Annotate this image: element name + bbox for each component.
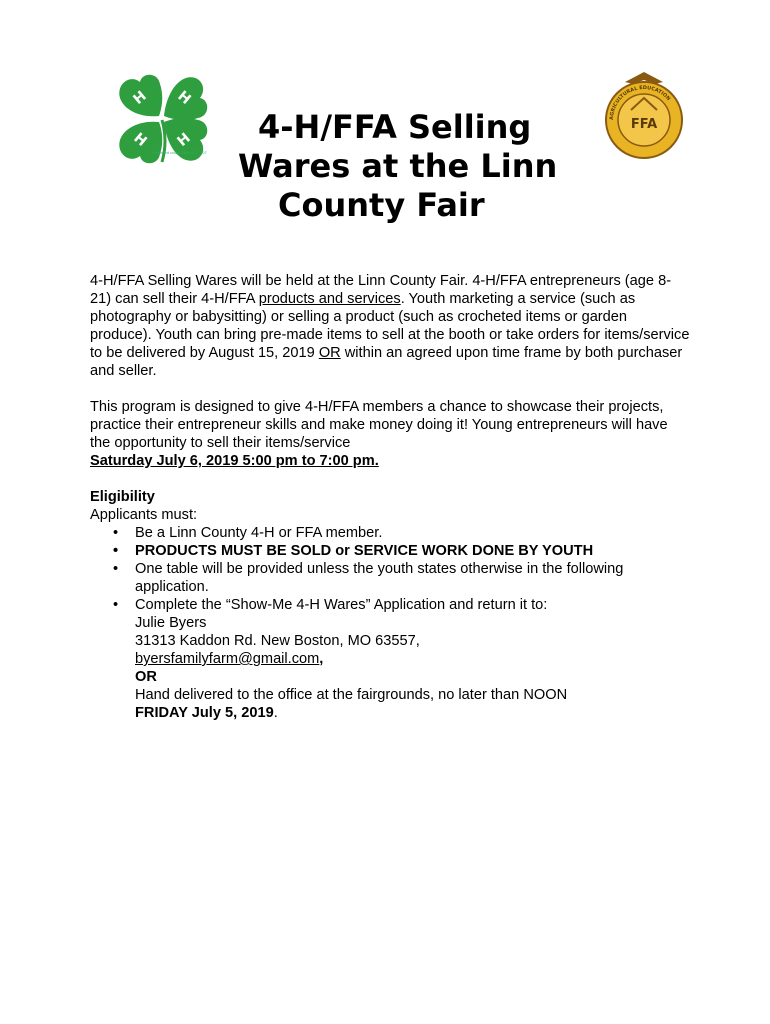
title-line: Wares at the Linn [238, 147, 558, 185]
4h-logo-caption: Protected under 18 U.S.C. 707 [152, 150, 207, 155]
bullet-icon: • [113, 561, 119, 577]
svg-text:H: H [174, 88, 194, 108]
deadline-line: FRIDAY July 5, 2019. [135, 705, 278, 721]
bullet-icon: • [113, 525, 119, 541]
contact-name: Julie Byers [135, 615, 207, 631]
list-item: • PRODUCTS MUST BE SOLD or SERVICE WORK DONE BY YOUTH [113, 543, 594, 559]
list-item: • One table will be provided unless the youth states otherwise in the following application. [113, 561, 624, 595]
eligibility-heading: Eligibility [90, 489, 155, 505]
ffa-letters: FFA [630, 117, 658, 132]
program-paragraph: This program is designed to give 4-H/FFA members a chance to showcase their projects, practice their entrepreneur skills and make money doing it! Young entrepreneurs will have the opportunity to sell their items/service [90, 399, 668, 451]
svg-text:H: H [130, 88, 150, 108]
ffa-emblem-logo [603, 68, 685, 160]
eligibility-lead: Applicants must: [90, 507, 198, 523]
list-item: • Complete the “Show-Me 4-H Wares” Application and return it to: [113, 597, 548, 613]
deadline-date: FRIDAY July 5, 2019 [135, 705, 274, 721]
contact-email-link[interactable]: byersfamilyfarm@gmail.com [135, 651, 320, 667]
products-services-text: products and services [258, 291, 401, 307]
event-date [90, 452, 690, 470]
intro-text: within an agreed upon time frame by both purchaser and seller. [90, 345, 683, 379]
svg-text:H: H [130, 130, 150, 150]
bullet-icon: • [113, 597, 119, 613]
intro-text: . Youth marketing a service (such as photography or babysitting) or selling a product (such as crocheted items or garden produce). Youth can bring pre-made items to sell at the booth or take orders for items/service to be delivered by August 15, 2019 [90, 291, 690, 361]
list-item: • Be a Linn County 4-H or FFA member. [113, 525, 383, 541]
title-line: 4-H/FFA Selling [258, 108, 532, 146]
or-label: OR [135, 669, 157, 685]
deadline-text: Hand delivered to the office at the fairgrounds, no later than NOON [135, 687, 568, 703]
document-body [90, 272, 690, 722]
contact-email-line: byersfamilyfarm@gmail.com, [135, 651, 324, 667]
intro-text: 4-H/FFA Selling Wares will be held at the Linn County Fair. 4-H/FFA entrepreneurs (age 8-21) can sell their 4-H/FFA [90, 273, 672, 307]
ffa-ring-text: AGRICULTURAL EDUCATION [608, 84, 672, 121]
contact-block [90, 614, 690, 722]
intro-paragraph [90, 272, 690, 380]
or-emphasis: OR [318, 345, 341, 361]
4h-clover-logo [112, 70, 210, 170]
page-title [230, 108, 570, 225]
title-line: County Fair [278, 186, 485, 224]
svg-text:H: H [174, 130, 194, 150]
event-date-text: Saturday July 6, 2019 5:00 pm to 7:00 pm. [90, 453, 379, 469]
eligibility-list [90, 524, 690, 614]
bullet-icon: • [113, 543, 119, 559]
contact-address: 31313 Kaddon Rd. New Boston, MO 63557, [135, 633, 420, 649]
